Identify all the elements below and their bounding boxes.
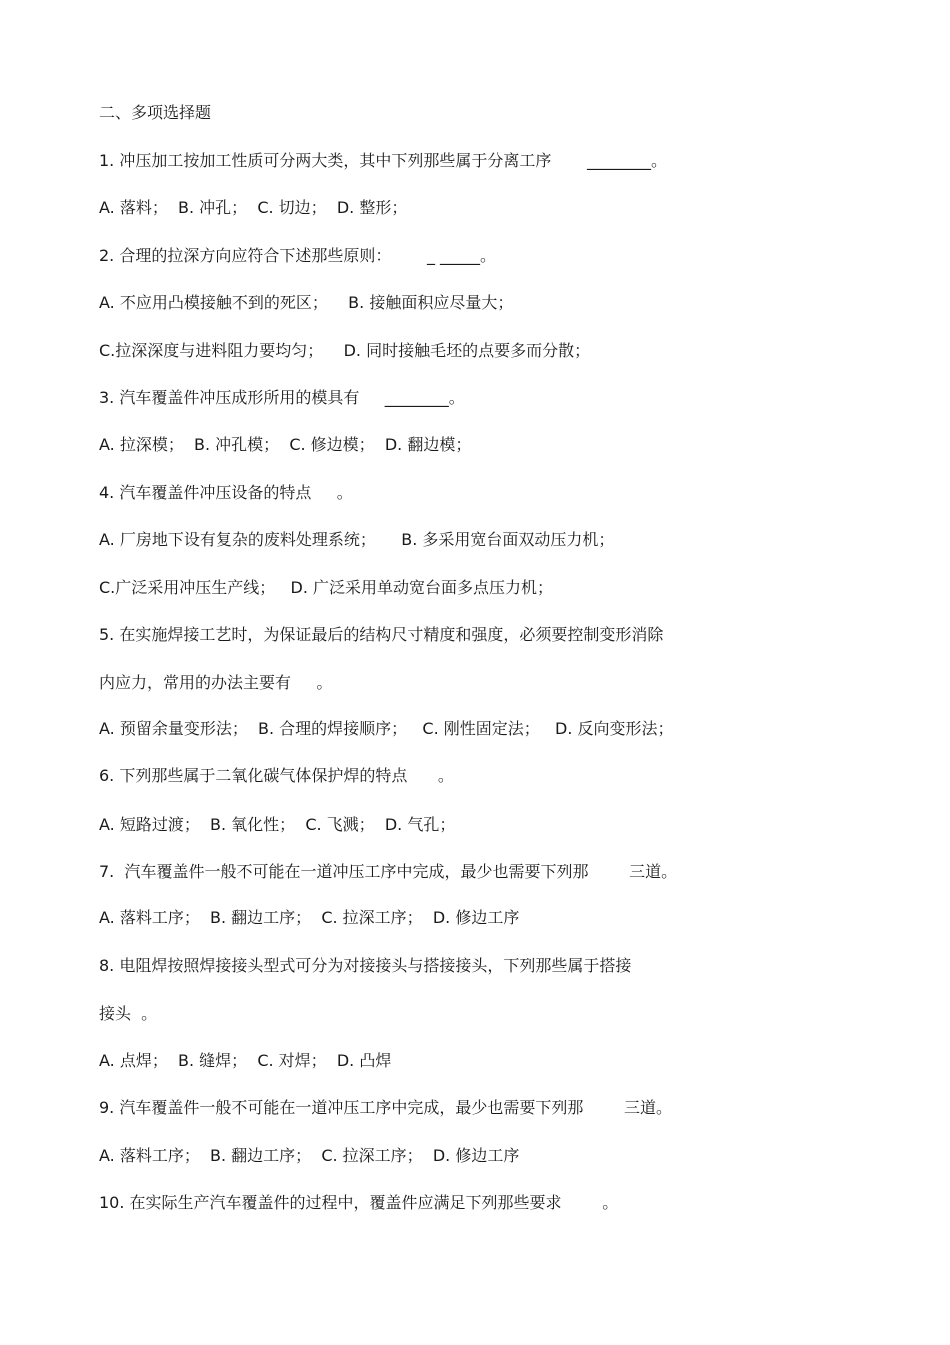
question-3-options: A. 拉深模； B. 冲孔模； C. 修边模； D. 翻边模； <box>99 435 472 454</box>
question-8-line-2: 接头 。 <box>99 1004 158 1023</box>
question-5-line-1: 5. 在实施焊接工艺时，为保证最后的结构尺寸精度和强度，必须要控制变形消除 <box>99 625 664 644</box>
question-8-options: A. 点焊； B. 缝焊； C. 对焊； D. 凸焊 <box>99 1051 392 1070</box>
question-9-options: A. 落料工序； B. 翻边工序； C. 拉深工序； D. 修边工序 <box>99 1146 520 1165</box>
question-4-options-cd: C.广泛采用冲压生产线； D. 广泛采用单动宽台面多点压力机； <box>99 578 554 597</box>
question-9: 9. 汽车覆盖件一般不可能在一道冲压工序中完成，最少也需要下列那 三道。 <box>99 1098 673 1117</box>
question-2-options-cd: C.拉深深度与进料阻力要均匀； D. 同时接触毛坯的点要多而分散； <box>99 341 591 360</box>
question-5-line-2: 内应力，常用的办法主要有 。 <box>99 673 333 692</box>
section-heading: 二、多项选择题 <box>99 103 212 122</box>
question-8-line-1: 8. 电阻焊按照焊接接头型式可分为对接接头与搭接接头，下列那些属于搭接 <box>99 956 632 975</box>
question-1-options: A. 落料； B. 冲孔； C. 切边； D. 整形； <box>99 198 408 217</box>
question-6: 6. 下列那些属于二氧化碳气体保护焊的特点 。 <box>99 766 454 785</box>
question-7-options: A. 落料工序； B. 翻边工序； C. 拉深工序； D. 修边工序 <box>99 908 520 927</box>
question-2: 2. 合理的拉深方向应符合下述那些原则： _ _____。 <box>99 246 497 265</box>
question-5-options: A. 预留余量变形法； B. 合理的焊接顺序； C. 刚性固定法； D. 反向变形法； <box>99 719 674 738</box>
question-3: 3. 汽车覆盖件冲压成形所用的模具有 ________。 <box>99 388 465 407</box>
question-6-options: A. 短路过渡； B. 氧化性； C. 飞溅； D. 气孔； <box>99 815 456 834</box>
question-1: 1. 冲压加工按加工性质可分两大类，其中下列那些属于分离工序 ________。 <box>99 151 667 170</box>
question-4: 4. 汽车覆盖件冲压设备的特点 。 <box>99 483 353 502</box>
question-2-options-ab: A. 不应用凸模接触不到的死区； B. 接触面积应尽量大； <box>99 293 514 312</box>
question-7: 7. 汽车覆盖件一般不可能在一道冲压工序中完成，最少也需要下列那 三道。 <box>99 862 678 881</box>
question-10: 10. 在实际生产汽车覆盖件的过程中，覆盖件应满足下列那些要求 。 <box>99 1193 619 1212</box>
question-4-options-ab: A. 厂房地下设有复杂的废料处理系统； B. 多采用宽台面双动压力机； <box>99 530 615 549</box>
